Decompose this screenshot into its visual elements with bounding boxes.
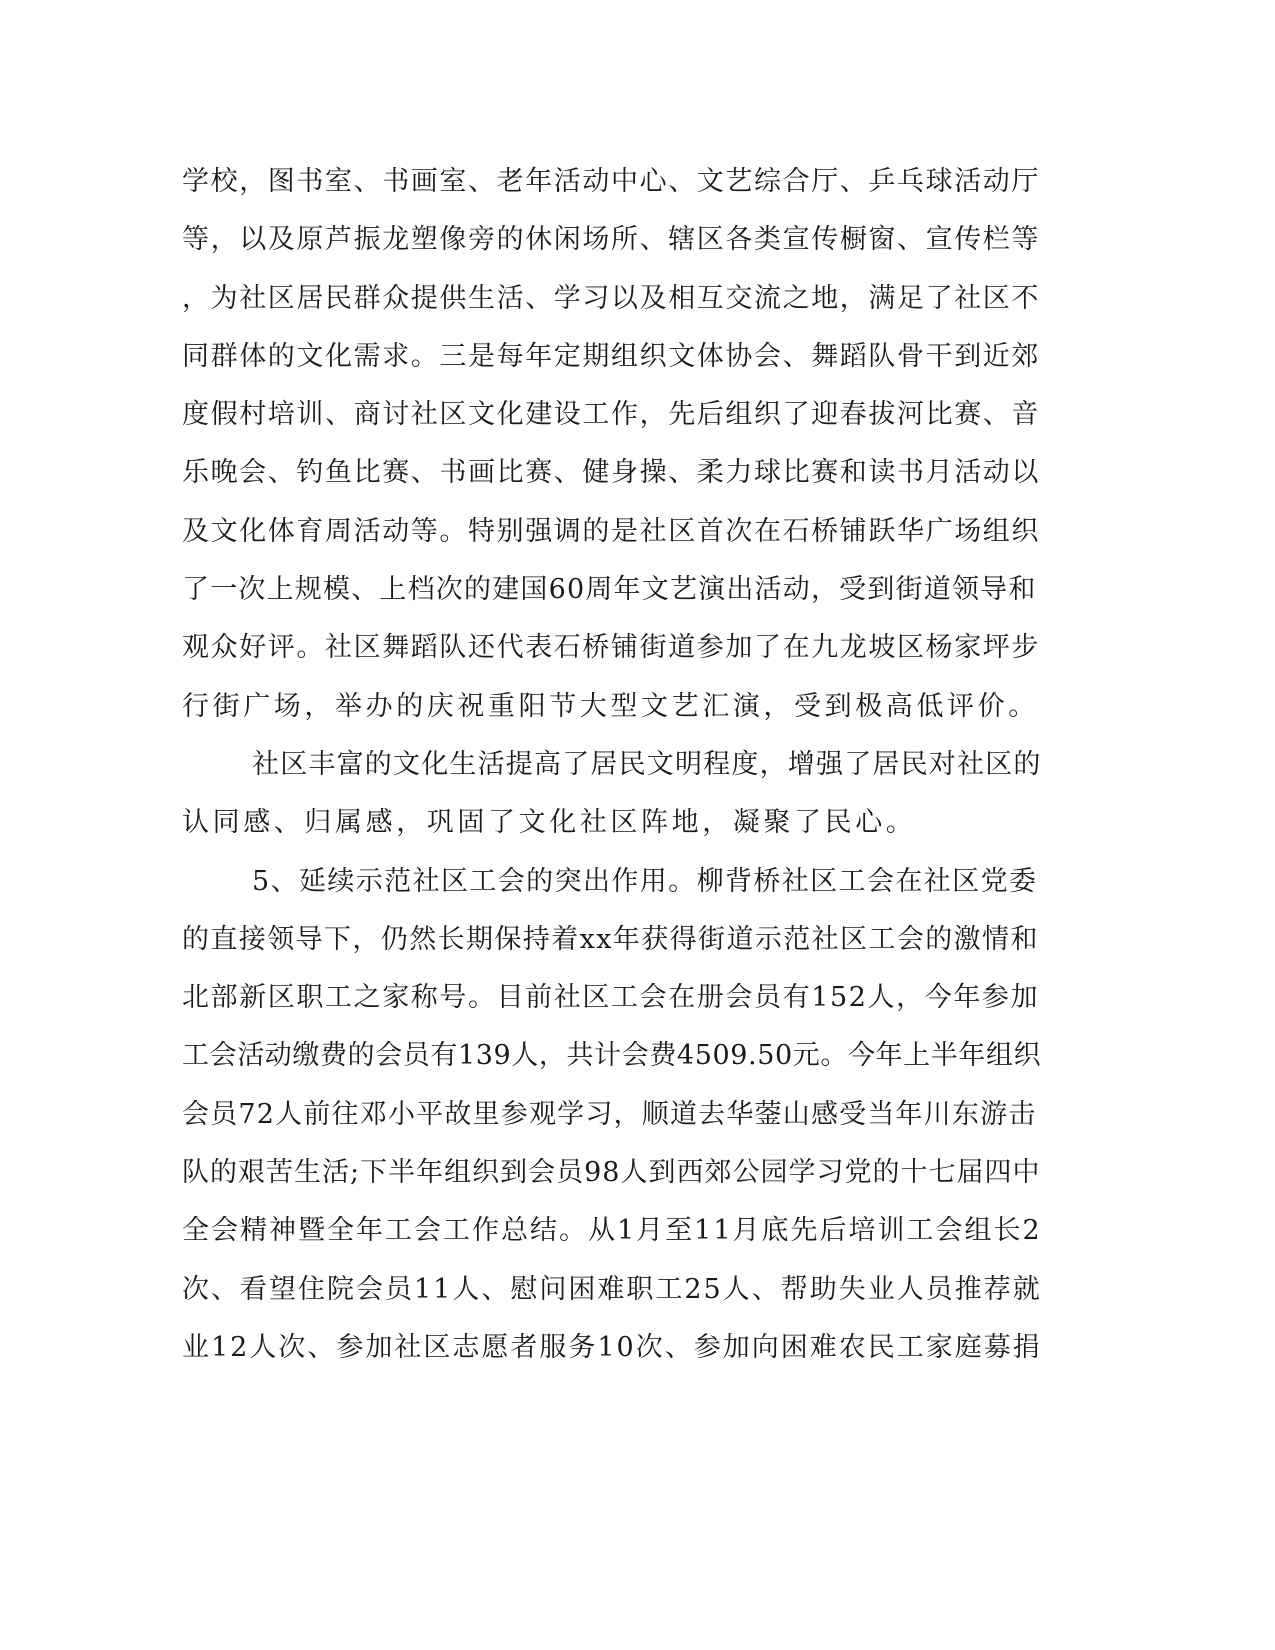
text-line: 的直接领导下，仍然长期保持着xx年获得街道示范社区工会的激情和 (182, 923, 1039, 955)
text-line: 全会精神暨全年工会工作总结。从1月至11月底先后培训工会组长2 (182, 1215, 1042, 1247)
text-line: 学校，图书室、书画室、老年活动中心、文艺综合厅、乒乓球活动厅 (182, 166, 1040, 197)
paragraph-start-line: 5、延续示范社区工会的突出作用。柳背桥社区工会在社区党委 (252, 865, 1038, 897)
document-body (182, 153, 1042, 1377)
text-line: 认同感、归属感，巩固了文化社区阵地，凝聚了民心。 (182, 807, 917, 839)
paragraph-start-line: 社区丰富的文化生活提高了居民文明程度，增强了居民对社区的 (252, 748, 1042, 780)
text-line: 观众好评。社区舞蹈队还代表石桥铺街道参加了在九龙坡区杨家坪步 (182, 632, 1040, 664)
text-line: 行街广场，举办的庆祝重阳节大型文艺汇演，受到极高低评价。 (182, 690, 1039, 722)
text-line: 同群体的文化需求。三是每年定期组织文体协会、舞蹈队骨干到近郊 (182, 340, 1040, 372)
text-line: 会员72人前往邓小平故里参观学习，顺道去华蓥山感受当年川东游击 (182, 1098, 1037, 1130)
text-line: 度假村培训、商讨社区文化建设工作，先后组织了迎春拔河比赛、音 (182, 399, 1040, 431)
text-line: 及文化体育周活动等。特别强调的是社区首次在石桥铺跃华广场组织 (182, 515, 1040, 547)
text-line: 乐晚会、钓鱼比赛、书画比赛、健身操、柔力球比赛和读书月活动以 (182, 457, 1040, 489)
text-line: 次、看望住院会员11人、慰问困难职工25人、帮助失业人员推荐就 (182, 1273, 1042, 1305)
text-line: 队的艰苦生活;下半年组织到会员98人到西郊公园学习党的十七届四中 (182, 1157, 1041, 1189)
text-line: ，为社区居民群众提供生活、学习以及相互交流之地，满足了社区不 (182, 282, 1040, 314)
text-line: 等，以及原芦振龙塑像旁的休闲场所、辖区各类宣传橱窗、宣传栏等 (182, 224, 1040, 256)
text-line: 了一次上规模、上档次的建国60周年文艺演出活动，受到街道领导和 (182, 574, 1037, 606)
text-line: 工会活动缴费的会员有139人，共计会费4509.50元。今年上半年组织 (182, 1040, 1042, 1072)
text-line: 业12人次、参加社区志愿者服务10次、参加向困难农民工家庭募捐 (182, 1331, 1042, 1363)
text-line: 北部新区职工之家称号。目前社区工会在册会员有152人，今年参加 (182, 982, 1040, 1014)
